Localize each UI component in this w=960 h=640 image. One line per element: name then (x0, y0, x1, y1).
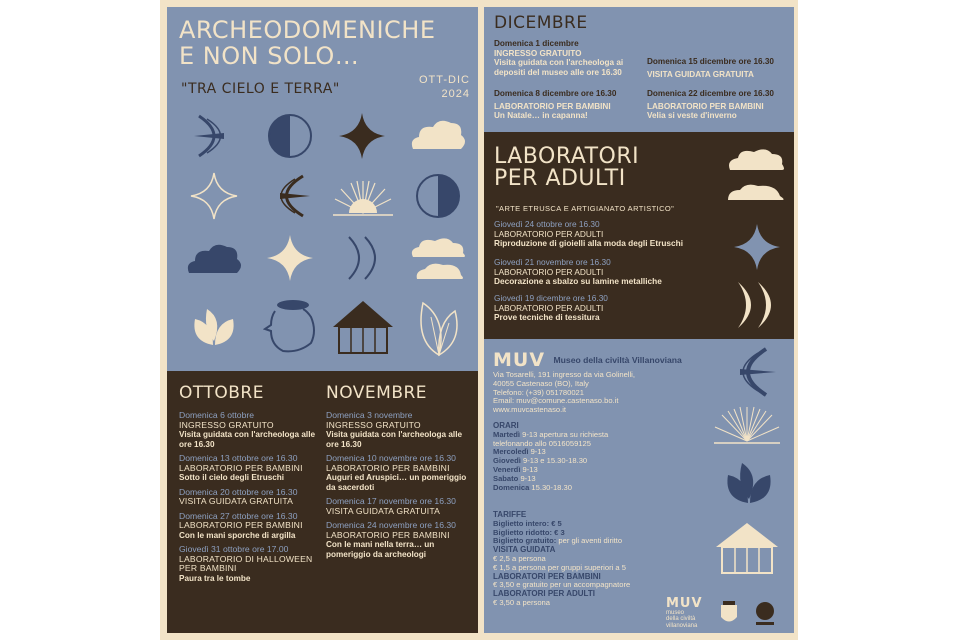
moon-eye-icon (265, 171, 315, 221)
event-item (179, 411, 329, 449)
event-desc: Velia si veste d'inverno (647, 111, 737, 120)
title-line-2: E NON SOLO… (179, 42, 360, 70)
phone: Telefono: (+39) 051780021 (493, 387, 584, 397)
hours-day: Giovedì (493, 456, 521, 466)
muv-small-mark: MUV (666, 596, 703, 611)
period-months: OTT-DIC (419, 74, 470, 86)
crescent-moons-icon (732, 278, 786, 332)
subtitle: "TRA CIELO E TERRA" (181, 81, 340, 97)
clouds-icon (407, 235, 469, 281)
poster (160, 0, 798, 640)
dicembre-panel (484, 7, 794, 132)
event-item (179, 545, 329, 583)
visita-price: € 2,5 a persona (493, 553, 546, 563)
event-title: LABORATORIO PER BAMBINI (326, 529, 450, 540)
hours-time: 9-13 (518, 473, 536, 483)
event-item (179, 488, 329, 507)
event-title: INGRESSO GRATUITO (494, 48, 582, 58)
event-item (179, 454, 329, 483)
adulti-price: € 3,50 a persona (493, 597, 550, 607)
bambini-price: € 3,50 e gratuito per un accompagnatore (493, 580, 631, 590)
event-title: LABORATORIO PER ADULTI (494, 228, 604, 239)
price-label: Biglietto ridotto: € 3 (493, 527, 565, 537)
event-title: VISITA GUIDATA GRATUITA (326, 505, 441, 516)
visita-price: € 1,5 a persona per gruppi superiori a 5 (493, 562, 626, 572)
adulti-panel (484, 132, 794, 339)
adulti-event (494, 258, 714, 287)
sun-rays-icon (712, 405, 782, 445)
event-title: LABORATORIO PER BAMBINI (179, 462, 303, 473)
hours-time: 9-13 apertura su richiesta telefonando allo 0516059125 (493, 429, 609, 448)
hours-time: 15.30-18.30 (529, 482, 572, 492)
visita-label: VISITA GUIDATA (493, 545, 556, 555)
event-desc: Paura tra le tombe (179, 573, 251, 583)
muv-small-logo (666, 597, 703, 629)
event-desc: Sotto il cielo degli Etruschi (179, 473, 285, 482)
four-point-star-icon (265, 233, 315, 283)
event-item (179, 512, 329, 541)
hours-row (493, 484, 643, 493)
adulti-title-line-2: PER ADULTI (494, 166, 626, 191)
address-line-2: 40055 Castenaso (BO), Italy (493, 378, 589, 388)
opening-hours (493, 422, 643, 492)
event-desc: Prove tecniche di tessitura (494, 312, 600, 323)
partner-logo-icon (752, 599, 778, 627)
event-title: INGRESSO GRATUITO (179, 419, 274, 430)
dicembre-event (647, 57, 792, 79)
price-extra: per gli aventi diritto (556, 536, 623, 546)
adulti-subtitle: "ARTE ETRUSCA E ARTIGIANATO ARTISTICO" (496, 204, 675, 213)
event-title: VISITA GUIDATA GRATUITA (179, 496, 294, 506)
hours-day: Sabato (493, 473, 519, 483)
title-line-1: ARCHEODOMENICHE (179, 16, 436, 44)
orari-label: ORARI (493, 421, 519, 430)
municipal-crest-icon (718, 601, 740, 627)
hours-day: Domenica (493, 482, 530, 492)
dicembre-event (647, 89, 792, 121)
half-moon-circle-icon (265, 111, 315, 161)
event-desc: Auguri ed Aruspici… un pomeriggio da sacerdoti (326, 473, 467, 492)
cloud-icon (407, 115, 469, 155)
event-item (326, 411, 476, 449)
event-title: VISITA GUIDATA GRATUITA (647, 69, 754, 79)
event-desc: Visita guidata con l'archeologa alle ore 16.30 (179, 430, 316, 449)
event-desc: Un Natale… in capanna! (494, 111, 588, 120)
sun-rays-icon (331, 177, 395, 217)
main-title (179, 17, 436, 69)
event-date: Giovedì 31 ottobre ore 17.00 (179, 544, 289, 554)
muv-logo: MUV (493, 349, 546, 371)
leaves-icon (189, 301, 239, 351)
museum-header (493, 349, 682, 371)
event-date: Domenica 22 dicembre ore 16.30 (647, 89, 774, 98)
hut-icon (331, 297, 395, 357)
museum-panel (484, 339, 794, 633)
event-date: Giovedì 19 dicembre ore 16.30 (494, 293, 608, 303)
adulti-price-label: LABORATORI PER ADULTI (493, 589, 595, 599)
event-desc: Decorazione a sbalzo su lamine metalliche (494, 276, 662, 287)
moon-eye-icon (189, 111, 239, 161)
hours-time: 9-13 (520, 464, 538, 474)
event-date: Domenica 8 dicembre ore 16.30 (494, 89, 617, 98)
period (419, 73, 470, 101)
event-date: Domenica 27 ottobre ore 16.30 (179, 510, 298, 521)
event-item (326, 497, 476, 516)
autumn-panel (167, 371, 478, 633)
month-dicembre: DICEMBRE (494, 13, 588, 33)
prices-list (493, 520, 658, 546)
event-desc: Visita guidata con l'archeologa alle ore 16.30 (326, 430, 463, 449)
month-ottobre: OTTOBRE (179, 383, 264, 403)
event-date: Domenica 24 novembre ore 16.30 (326, 520, 456, 530)
dark-cloud-icon (183, 239, 247, 279)
leaves-icon (722, 457, 776, 507)
event-date: Domenica 10 novembre ore 16.30 (326, 453, 456, 463)
title-panel (167, 7, 478, 371)
adulti-event (494, 220, 714, 249)
dicembre-event (494, 39, 644, 77)
hours-time: 9-13 (528, 447, 546, 457)
four-point-star-icon (337, 111, 387, 161)
hours-day: Venerdì (493, 464, 521, 474)
event-date: Domenica 13 ottobre ore 16.30 (179, 453, 298, 463)
hut-icon (714, 517, 780, 577)
ottobre-events (179, 411, 329, 583)
head-vessel-icon (263, 295, 319, 355)
half-moon-circle-icon (413, 171, 463, 221)
hours-day: Mercoledì (493, 447, 529, 457)
muv-small-sub: della civiltà (666, 616, 696, 623)
event-title: LABORATORIO PER BAMBINI (494, 101, 611, 111)
month-novembre: NOVEMBRE (326, 383, 428, 403)
hours-list (493, 431, 643, 493)
event-title: LABORATORIO PER BAMBINI (179, 520, 303, 530)
adulti-title (494, 146, 639, 190)
address-line-1: Via Tosarelli, 191 ingresso da via Golinelli, (493, 370, 635, 379)
event-date: Domenica 6 ottobre (179, 410, 254, 420)
event-desc: Con le mani nella terra… un pomeriggio da archeologi (326, 540, 435, 559)
event-title: LABORATORIO DI HALLOWEEN PER BAMBINI (179, 553, 313, 573)
hours-day: Martedì (493, 429, 521, 439)
event-desc: Visita guidata con l'archeologa ai depositi del museo alle ore 16.30 (494, 58, 624, 77)
moon-eye-icon (720, 345, 780, 399)
event-date: Domenica 17 novembre ore 16.30 (326, 496, 456, 506)
event-date: Domenica 3 novembre (326, 410, 413, 420)
adulti-title-line-1: LABORATORI (494, 144, 640, 169)
hours-time: 9-13 e 15.30-18.30 (520, 456, 588, 466)
novembre-events (326, 411, 476, 559)
bambini-label: LABORATORI PER BAMBINI (493, 571, 601, 581)
clouds-icon (724, 146, 790, 206)
price-label: Biglietto gratuito: (493, 536, 557, 546)
hours-row (493, 431, 643, 449)
leaf-outline-icon (409, 297, 469, 357)
event-title: LABORATORIO PER ADULTI (494, 302, 604, 313)
dicembre-event (494, 89, 644, 121)
event-title: INGRESSO GRATUITO (326, 419, 421, 430)
muv-small-sub: villanoviana (666, 622, 698, 629)
period-year: 2024 (441, 88, 470, 100)
museum-contacts (493, 371, 693, 415)
ottobre-column (179, 383, 329, 588)
tariffs (493, 511, 658, 608)
adulti-event (494, 294, 714, 323)
event-date: Giovedì 24 ottobre ore 16.30 (494, 219, 600, 229)
muv-small-sub: museo (666, 610, 685, 616)
price-label: Biglietto intero: € 5 (493, 518, 562, 528)
event-date: Domenica 20 ottobre ore 16.30 (179, 486, 298, 497)
event-item (326, 521, 476, 559)
event-title: LABORATORIO PER BAMBINI (326, 462, 450, 473)
crescent-moons-icon (339, 233, 389, 283)
event-desc: Riproduzione di gioielli alla moda degli Etruschi (494, 238, 684, 249)
event-title: LABORATORIO PER ADULTI (494, 266, 604, 277)
event-desc: Con le mani sporche di argilla (179, 530, 296, 540)
website-link[interactable]: www.muvcastenaso.it (493, 405, 567, 415)
museum-name: Museo della civiltà Villanoviana (553, 355, 682, 365)
event-date: Giovedì 21 novembre ore 16.30 (494, 257, 611, 267)
event-title: LABORATORIO PER BAMBINI (647, 101, 764, 111)
event-date: Domenica 1 dicembre (494, 39, 579, 48)
novembre-column (326, 383, 476, 564)
event-date: Domenica 15 dicembre ore 16.30 (647, 57, 774, 66)
four-point-star-icon (732, 222, 782, 272)
email-link[interactable]: Email: muv@comune.castenaso.bo.it (493, 396, 619, 406)
tariffe-label: TARIFFE (493, 510, 527, 519)
star-outline-icon (189, 171, 239, 221)
event-item (326, 454, 476, 492)
